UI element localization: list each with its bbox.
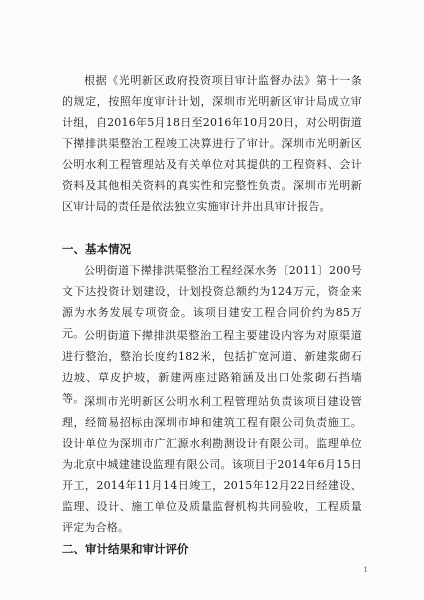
page-number: 1: [363, 566, 368, 574]
section-heading-basic-info: 一、基本情况: [62, 242, 131, 256]
basic-info-paragraph-investment: 公明街道下撵排洪渠整治工程经深水务〔2011〕200号文下达投资计划建设，计划投资总额约为124万元，资金来源为水务发展专项资金。该项目建安工程合同价约为85万元。: [62, 264, 362, 340]
intro-paragraph: 根据《光明新区政府投资项目审计监督办法》第十一条的规定，按照年度审计计划，深圳市光明新区审计局成立审计组，自2016年5月18日至2016年10月20日，对公明街道下撵排洪渠整治工程竣工决算进行了审计。深圳市光明新区公明水利工程管理站及有关单位对其提供的工程资料、会计资料及其他相关资料的真实性和完整性负责。深圳市光明新区审计局的责任是依法独立实施审计并出具审计报告。: [62, 74, 362, 213]
basic-info-paragraph-scope: 公明街道下撵排洪渠整治工程主要建设内容为对原渠道进行整治，整治长度约182米，包括扩宽河道、新建浆砌石边坡、草皮护坡，新建两座过路箱涵及出口处浆砌石挡墙等。: [62, 329, 362, 405]
basic-info-paragraph-management: 深圳市光明新区公明水利工程管理站负责该项目建设管理，经简易招标由深圳市坤和建筑工程有限公司负责施工。设计单位为深圳市广汇源水利勘测设计有限公司。监理单位为北京中城建建设监理有限公司。该项目于2014年6月15日开工，2014年11月14日竣工，2015年12月22日经建设、监理、设计、施工单位及质量监督机构共同验收，工程质量评定为合格。: [62, 395, 362, 534]
section-heading-audit-results: 二、审计结果和审计评价: [62, 542, 189, 556]
